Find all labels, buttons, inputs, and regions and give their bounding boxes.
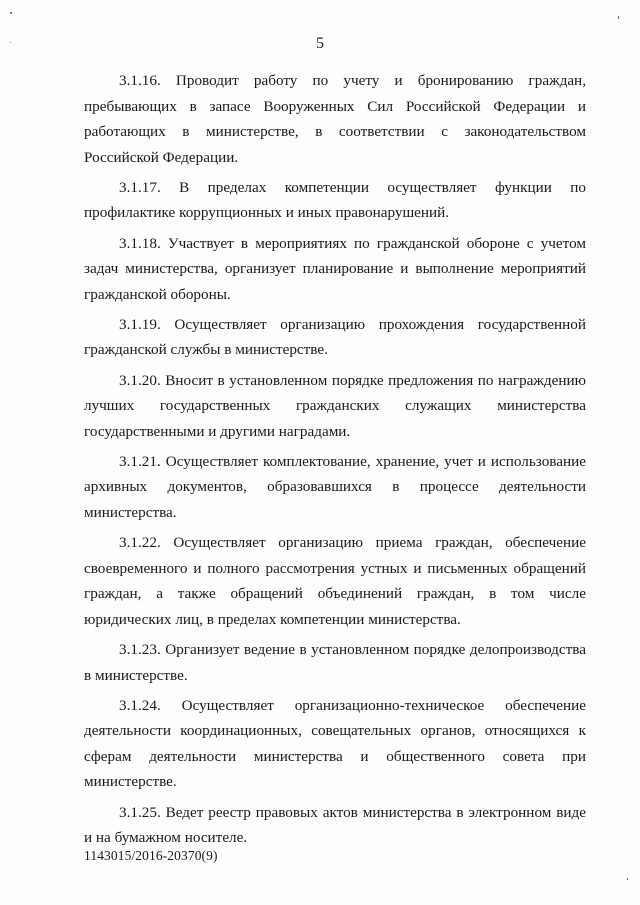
page-number: 5 xyxy=(316,35,324,52)
scan-speck xyxy=(618,16,619,19)
paragraph-3-1-22: 3.1.22. Осуществляет организацию приема граждан, обеспечение своевременного и полного рассмотрения устных и письменных обращений граждан, а также обращений объединений граждан, в том числе юридических лиц, в пределах компетенции министерства. xyxy=(84,534,586,628)
scan-speck xyxy=(627,878,628,880)
paragraph-3-1-23: 3.1.23. Организует ведение в установленном порядке делопроизводства в министерстве. xyxy=(84,640,586,684)
paragraph-3-1-25: 3.1.25. Ведет реестр правовых актов министерства в электронном виде и на бумажном носителе. xyxy=(84,803,586,847)
scan-speck xyxy=(10,12,12,14)
paragraph-3-1-20: 3.1.20. Вносит в установленном порядке предложения по награждению лучших государственных гражданских служащих министерства государственными и другими наградами. xyxy=(84,371,586,440)
paragraph-3-1-19: 3.1.19. Осуществляет организацию прохождения государственной гражданской службы в министерстве. xyxy=(84,315,586,359)
paragraph-3-1-16: 3.1.16. Проводит работу по учету и бронированию граждан, пребывающих в запасе Вооруженных Сил Российской Федерации и работающих в министерстве, в соответствии с законодательством Российской Федерации. xyxy=(84,72,586,166)
paragraph-3-1-24: 3.1.24. Осуществляет организационно-техническое обеспечение деятельности координационных, совещательных органов, относящихся к сферам деятельности министерства и общественного совета при министерстве. xyxy=(84,696,586,791)
paragraph-3-1-18: 3.1.18. Участвует в мероприятиях по гражданской обороне с учетом задач министерства, организует планирование и выполнение мероприятий гражданской обороны. xyxy=(84,234,586,303)
paragraph-3-1-21: 3.1.21. Осуществляет комплектование, хранение, учет и использование архивных документов, образовавшихся в процессе деятельности министерства. xyxy=(84,452,586,521)
document-body xyxy=(84,68,586,855)
document-registration-code: 1143015/2016-20370(9) xyxy=(84,848,218,863)
paragraph-3-1-17: 3.1.17. В пределах компетенции осуществляет функции по профилактике коррупционных и иных правонарушений. xyxy=(84,178,586,222)
